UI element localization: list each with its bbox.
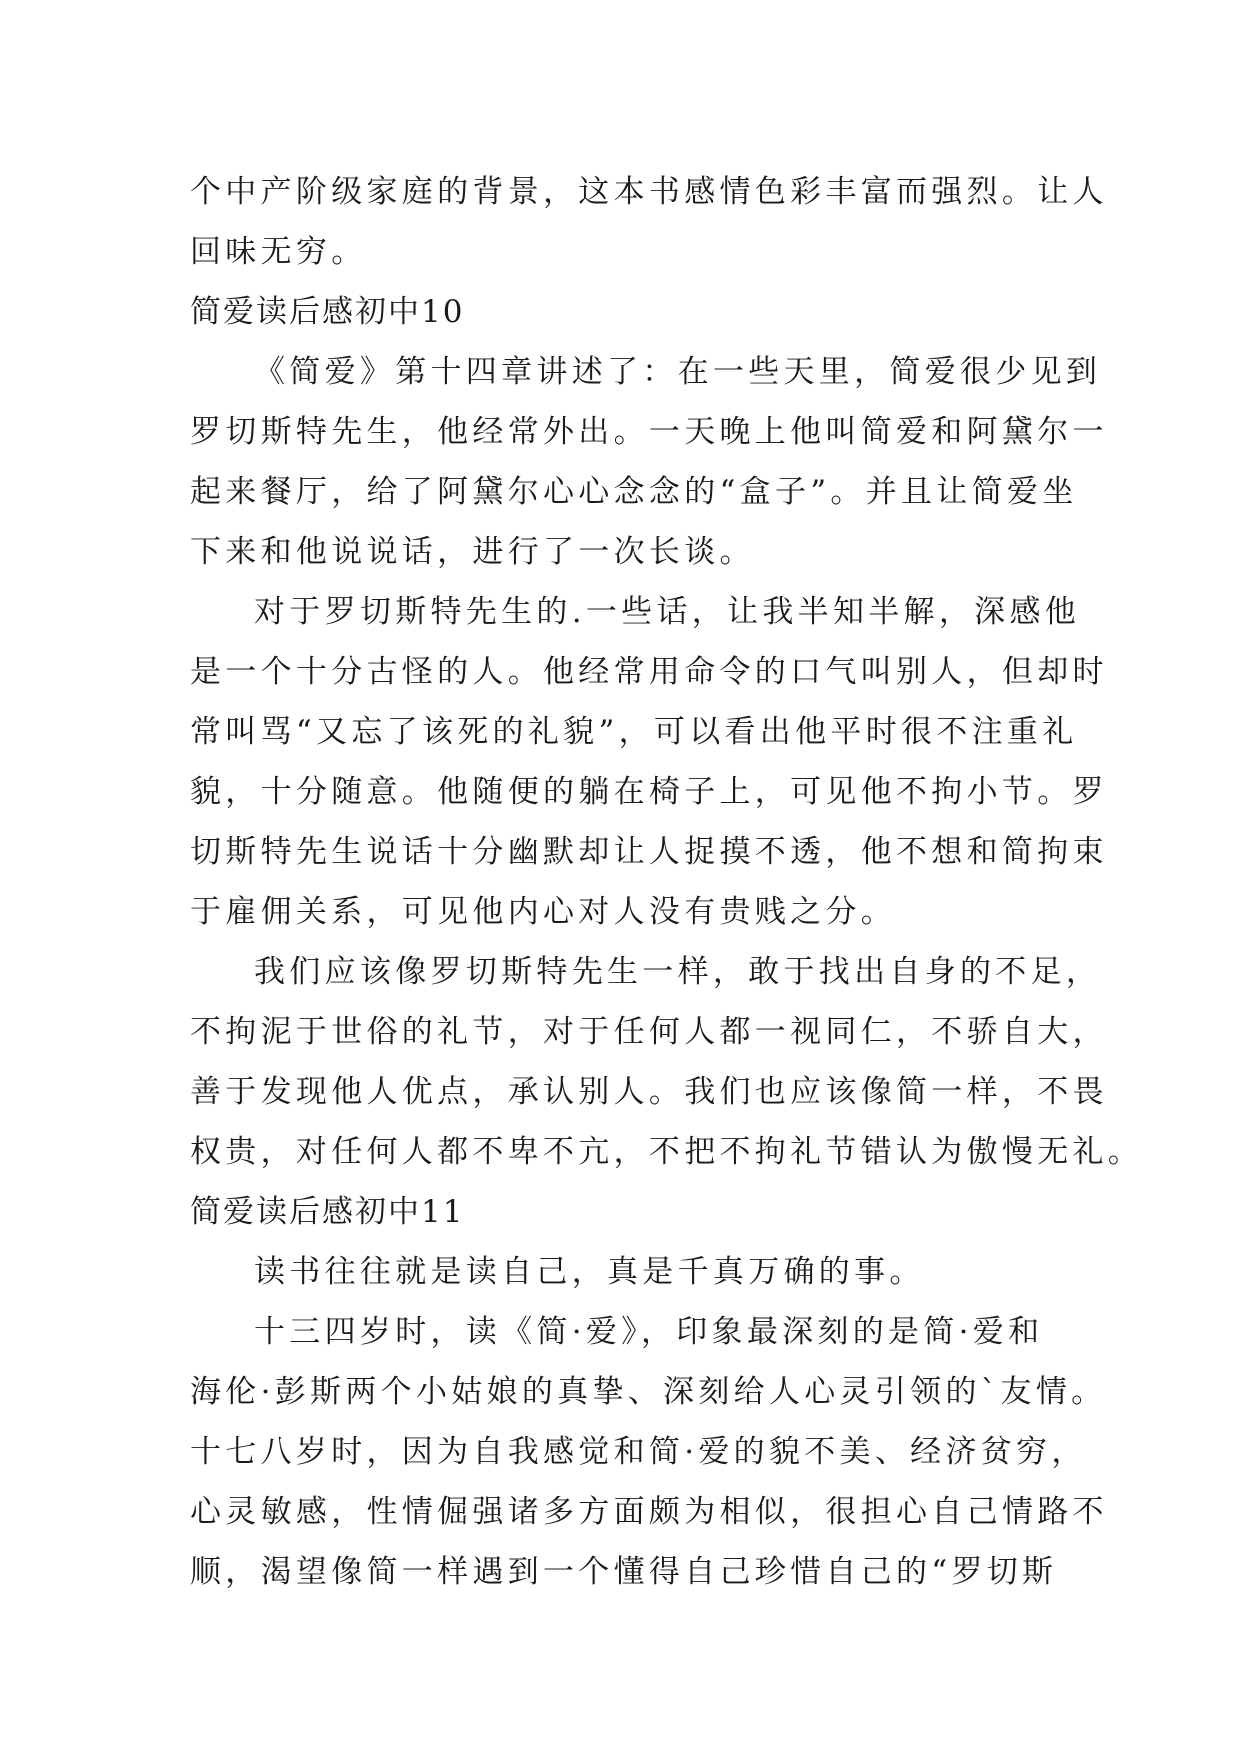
paragraph-11-1: [190, 1242, 1070, 1302]
text-line: 回味无穷。: [190, 234, 367, 270]
text-line: 读书往往就是读自己，真是千真万确的事。: [254, 1254, 925, 1290]
text-line: 罗切斯特先生，他经常外出。一天晚上他叫简爱和阿黛尔一: [190, 414, 1108, 450]
text-line: 心灵敏感，性情倔强诸多方面颇为相似，很担心自己情路不: [190, 1494, 1108, 1530]
text-line: 常叫骂“又忘了该死的礼貌”，可以看出他平时很不注重礼: [190, 714, 1078, 750]
text-line: 下来和他说说话，进行了一次长谈。: [190, 534, 755, 570]
section-heading-10: 简爱读后感初中10: [190, 294, 465, 330]
text-line: 十七八岁时，因为自我感觉和简·爱的貌不美、经济贫穷，: [190, 1434, 1087, 1470]
paragraph-11-2: [190, 1302, 1108, 1602]
paragraph-10-2: [190, 582, 1108, 942]
text-line: 权贵，对任何人都不卑不亢，不把不拘礼节错认为傲慢无礼。: [190, 1134, 1144, 1170]
text-line: 貌，十分随意。他随便的躺在椅子上，可见他不拘小节。罗: [190, 774, 1108, 810]
text-line: 起来餐厅，给了阿黛尔心心念念的“盒子”。并且让简爱坐: [190, 474, 1078, 510]
text-line: 十三四岁时，读《简·爱》，印象最深刻的是简·爱和: [254, 1314, 1044, 1350]
text-line: 是一个十分古怪的人。他经常用命令的口气叫别人，但却时: [190, 654, 1108, 690]
text-line: 于雇佣关系，可见他内心对人没有贵贱之分。: [190, 894, 896, 930]
text-line: 我们应该像罗切斯特先生一样，敢于找出自身的不足，: [254, 954, 1102, 990]
text-line: 切斯特先生说话十分幽默却让人捉摸不透，他不想和简拘束: [190, 834, 1108, 870]
text-line: 个中产阶级家庭的背景，这本书感情色彩丰富而强烈。让人: [190, 174, 1108, 210]
paragraph-10-1: [190, 342, 1108, 582]
text-line: 海伦·彭斯两个小姑娘的真挚、深刻给人心灵引领的`友情。: [190, 1374, 1107, 1410]
paragraph-10-3: [190, 942, 1144, 1182]
text-line: 《简爱》第十四章讲述了：在一些天里，简爱很少见到: [254, 354, 1102, 390]
text-line: 不拘泥于世俗的礼节，对于任何人都一视同仁，不骄自大，: [190, 1014, 1108, 1050]
text-line: 顺，渴望像简一样遇到一个懂得自己珍惜自己的“罗切斯: [190, 1554, 1058, 1590]
paragraph-continued: [190, 162, 1108, 282]
text-line: 善于发现他人优点，承认别人。我们也应该像简一样，不畏: [190, 1074, 1108, 1110]
document-page: [190, 162, 1144, 1602]
text-line: 对于罗切斯特先生的.一些话，让我半知半解，深感他: [254, 594, 1081, 630]
section-heading-11: 简爱读后感初中11: [190, 1194, 465, 1230]
